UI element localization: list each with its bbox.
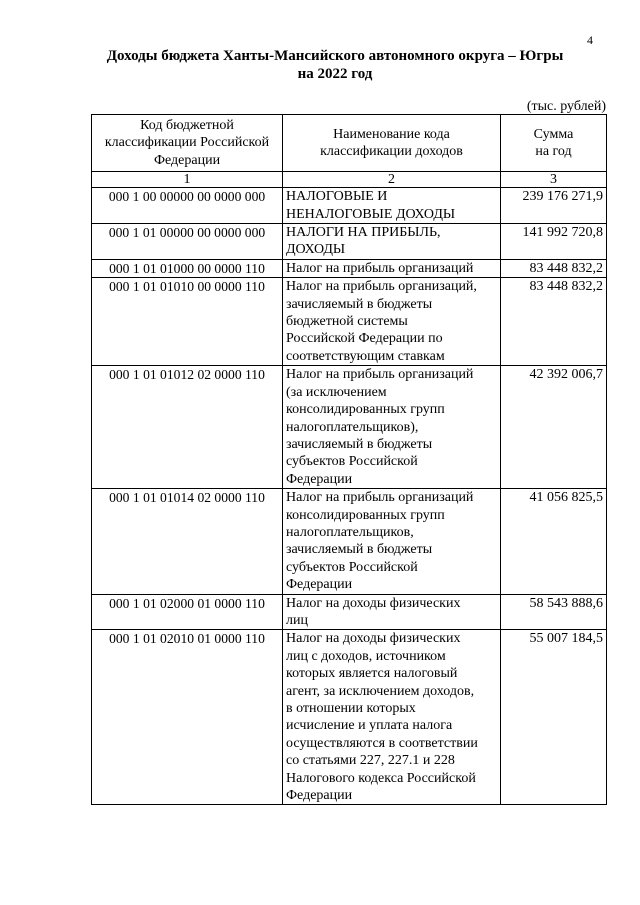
row-name-line: налогоплательщиков), <box>286 419 419 435</box>
row-name-line: зачисляемый в бюджеты <box>286 296 433 312</box>
row-name-line: Федерации <box>286 577 353 593</box>
row-sum: 58 543 888,6 <box>501 594 607 630</box>
row-name-line: со статьями 227, 227.1 и 228 <box>286 753 455 769</box>
title-line: на 2022 год <box>297 66 373 82</box>
header-name-line: Наименование кода <box>333 126 450 142</box>
header-code-line: Код бюджетной <box>140 118 234 133</box>
header-sum-line: на год <box>535 144 572 160</box>
row-name-line: налогоплательщиков, <box>286 524 414 540</box>
row-name-line: лиц с доходов, источником <box>286 648 446 664</box>
header-code-line: Федерации <box>153 152 221 168</box>
row-name <box>283 278 501 366</box>
header-name <box>283 115 501 172</box>
row-name-line: Налог на прибыль организаций, <box>286 279 477 295</box>
row-name-line: Налог на прибыль организаций <box>286 490 474 506</box>
row-sum: 83 448 832,2 <box>501 259 607 277</box>
header-code <box>92 115 283 172</box>
row-name-line: субъектов Российской <box>286 454 418 470</box>
table-header-row <box>92 115 607 172</box>
revenue-table <box>91 114 607 805</box>
table-row <box>92 188 607 224</box>
row-sum: 41 056 825,5 <box>501 489 607 594</box>
row-name <box>283 366 501 489</box>
row-code: 000 1 01 01000 00 0000 110 <box>92 259 283 277</box>
row-name-line: Налог на доходы физических <box>286 595 461 611</box>
row-name-line: соответствующим ставкам <box>286 348 445 364</box>
row-name-line: которых является налоговый <box>286 666 458 682</box>
row-name <box>283 489 501 594</box>
header-sum-line: Сумма <box>533 126 574 142</box>
table-row <box>92 489 607 594</box>
row-code: 000 1 01 01012 02 0000 110 <box>92 366 283 489</box>
row-name-line: консолидированных групп <box>286 507 445 523</box>
row-code: 000 1 01 01010 00 0000 110 <box>92 278 283 366</box>
table-row <box>92 630 607 805</box>
table-row <box>92 366 607 489</box>
row-name-line: ДОХОДЫ <box>286 242 346 258</box>
row-sum: 239 176 271,9 <box>501 188 607 224</box>
table-row <box>92 259 607 277</box>
units-label: (тыс. рублей) <box>526 99 606 114</box>
row-name-line: зачисляемый в бюджеты <box>286 542 433 558</box>
row-name-line: Налог на прибыль организаций <box>286 367 474 383</box>
row-name-line: исчисление и уплата налога <box>286 718 453 734</box>
row-name-line: НАЛОГИ НА ПРИБЫЛЬ, <box>286 225 441 241</box>
row-name <box>283 224 501 260</box>
row-name-line: субъектов Российской <box>286 559 418 575</box>
column-number: 1 <box>92 172 283 188</box>
column-number: 2 <box>283 172 501 188</box>
row-name <box>283 188 501 224</box>
row-name-line: консолидированных групп <box>286 402 445 418</box>
row-sum: 42 392 006,7 <box>501 366 607 489</box>
row-name-line: (за исключением <box>286 384 387 400</box>
row-code: 000 1 00 00000 00 0000 000 <box>92 188 283 224</box>
row-code: 000 1 01 01014 02 0000 110 <box>92 489 283 594</box>
row-name-line: НЕНАЛОГОВЫЕ ДОХОДЫ <box>286 206 456 222</box>
title-line: Доходы бюджета Ханты-Мансийского автономного округа – Югры <box>106 48 564 64</box>
column-number-row <box>92 172 607 188</box>
row-code: 000 1 01 00000 00 0000 000 <box>92 224 283 260</box>
row-name-line: зачисляемый в бюджеты <box>286 436 433 452</box>
row-code: 000 1 01 02010 01 0000 110 <box>92 630 283 805</box>
row-name <box>283 594 501 630</box>
table-body <box>92 188 607 805</box>
row-name-line: Федерации <box>286 788 353 804</box>
row-name-line: Налог на доходы физических <box>286 631 461 647</box>
row-name-line: агент, за исключением доходов, <box>286 683 475 699</box>
row-sum: 83 448 832,2 <box>501 278 607 366</box>
document-title <box>60 47 610 83</box>
header-name-line: классификации доходов <box>320 144 463 160</box>
row-name <box>283 259 501 277</box>
page-number: 4 <box>587 33 593 47</box>
row-name <box>283 630 501 805</box>
row-name-line: Федерации <box>286 471 353 487</box>
header-code-line: классификации Российской <box>104 135 270 151</box>
row-name-line: Налогового кодекса Российской <box>286 770 476 786</box>
row-name-line: осуществляются в соответствии <box>286 735 478 751</box>
table-row <box>92 224 607 260</box>
row-name-line: в отношении которых <box>286 701 416 716</box>
row-name-line: бюджетной системы <box>286 314 408 330</box>
row-sum: 141 992 720,8 <box>501 224 607 260</box>
row-name-line: Налог на прибыль организаций <box>286 260 474 276</box>
row-name-line: лиц <box>286 612 308 628</box>
row-name-line: НАЛОГОВЫЕ И <box>286 189 388 205</box>
column-number: 3 <box>501 172 607 188</box>
row-name-line: Российской Федерации по <box>286 331 443 347</box>
table-row <box>92 278 607 366</box>
row-code: 000 1 01 02000 01 0000 110 <box>92 594 283 630</box>
table-row <box>92 594 607 630</box>
header-sum <box>501 115 607 172</box>
row-sum: 55 007 184,5 <box>501 630 607 805</box>
